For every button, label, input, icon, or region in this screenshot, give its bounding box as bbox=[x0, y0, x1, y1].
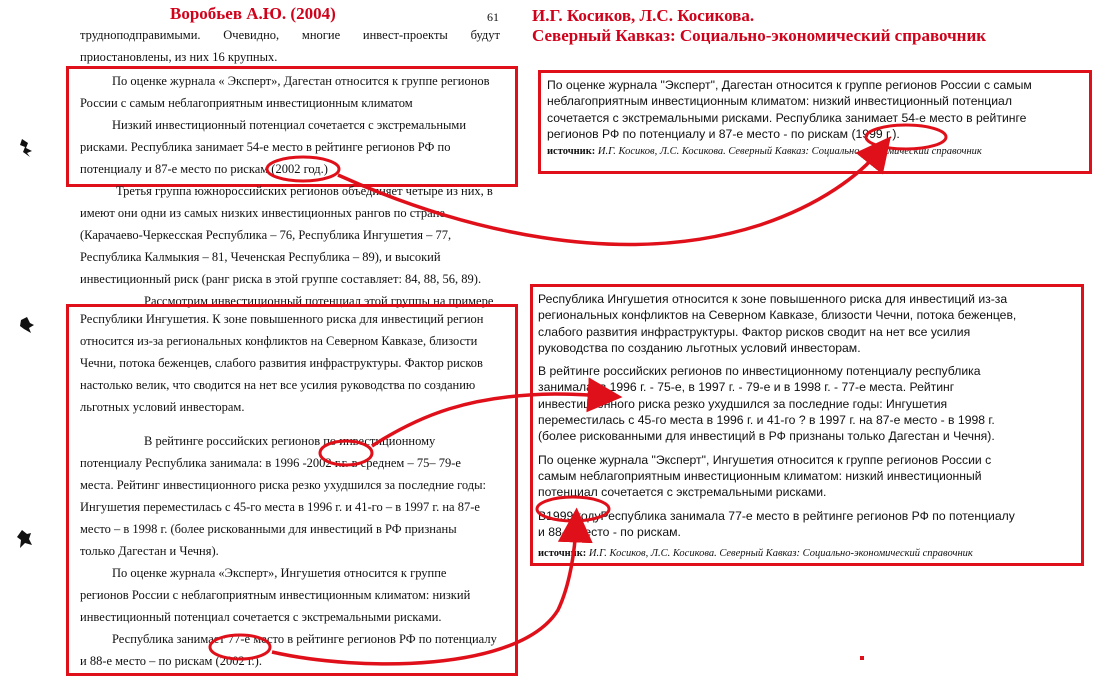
text-fragment: Республика занимала 77-е место в рейтинге регионов РФ по потенциалу bbox=[600, 508, 1015, 523]
left-intro bbox=[80, 24, 500, 68]
text-fragment: г.г. в среднем – 75– 79-е bbox=[334, 456, 461, 470]
left-box2-text bbox=[80, 308, 504, 672]
right-header-line2: Северный Кавказ: Социально-экономический справочник bbox=[532, 26, 987, 45]
text-line: Республика Калмыкия – 81, Чеченская Республика – 89), и высокий bbox=[80, 250, 441, 264]
year-range-highlight: -2002 bbox=[302, 456, 332, 470]
text-line bbox=[80, 650, 504, 672]
text-line: Рассмотрим инвестиционный потенциал этой группы на примере bbox=[144, 294, 494, 308]
left-box1-text bbox=[80, 70, 504, 180]
text-line: рисками. Республика занимает 54-е место в рейтинге регионов РФ по bbox=[80, 140, 451, 154]
text-line bbox=[538, 508, 1074, 524]
text-line: переместилась с 45-го места в 1996 г. и 41-го ? в 1997 г. на 87-е место - в 1998 г. bbox=[538, 413, 995, 428]
source-citation bbox=[547, 144, 1082, 160]
text-line: и 88-е место - по рискам. bbox=[538, 524, 681, 539]
left-header: Воробьев А.Ю. (2004) bbox=[170, 4, 336, 23]
text-line: В рейтинге российских регионов по инвестиционному bbox=[144, 434, 436, 448]
text-line: Третья группа южнороссийских регионов объединяет четыре из них, в bbox=[116, 184, 493, 198]
text-line: относится из-за региональных конфликтов на Северном Кавказе, близости bbox=[80, 334, 478, 348]
text-line: Чечни, потока беженцев, слабого развития инфраструктуры. Фактор рисков bbox=[80, 356, 483, 370]
text-line: трудноподправимыми. Очевидно, многие инвест-проекты будут bbox=[80, 28, 500, 42]
text-line: Низкий инвестиционный потенциал сочетается с экстремальными bbox=[112, 118, 467, 132]
text-line: только Дагестан и Чечня). bbox=[80, 544, 219, 558]
text-line: слабого развития инфраструктуры. Фактор рисков сводит на нет все усилия bbox=[538, 324, 971, 339]
margin-mark-icon bbox=[18, 136, 36, 158]
text-line: инвестиционный риск (ранг риска в этой группе составляет: 84, 88, 56, 89). bbox=[80, 272, 482, 286]
text-fragment: потенциалу Республика занимала: в 1996 bbox=[80, 456, 300, 470]
text-line: инвестиционный потенциал сочетается с экстремальными рисками. bbox=[80, 610, 442, 624]
text-line: региональных конфликтов на Северном Кавказе, близости Чечни, потока беженцев, bbox=[538, 308, 1017, 323]
text-line: сочетается с экстремальными рисками. Республика занимает 54-е место в рейтинге bbox=[547, 110, 1027, 125]
text-line: Ингушетия переместилась с 45-го места в 1996 г. и 41-го – в 1997 г. на 87-е bbox=[80, 500, 480, 514]
source-text: И.Г. Косиков, Л.С. Косикова. Северный Кавказ: Социально-экономический справочник bbox=[597, 146, 982, 158]
right-box1-text bbox=[547, 77, 1082, 160]
year-1999-highlight: 1999 году bbox=[546, 508, 601, 523]
text-line: Республика занимает 77-е место в рейтинге регионов РФ по потенциалу bbox=[112, 632, 497, 646]
source-label: источник: bbox=[538, 548, 587, 560]
text-fragment: регионов РФ по потенциалу и 87-е место - по рискам bbox=[547, 126, 849, 141]
text-line: неблагоприятным инвестиционным климатом: низкий инвестиционный потенциал bbox=[547, 94, 1012, 109]
source-text: И.Г. Косиков, Л.С. Косикова. Северный Кавказ: Социально-экономический справочник bbox=[588, 548, 973, 560]
source-label: источник: bbox=[547, 146, 596, 158]
right-box2-text bbox=[538, 291, 1074, 562]
text-line: По оценке журнала "Эксперт", Дагестан относится к группе регионов России с самым bbox=[547, 78, 1032, 92]
text-line bbox=[80, 158, 504, 180]
text-line: Республики Ингушетия. К зоне повышенного риска для инвестиций регион bbox=[80, 312, 484, 326]
text-line: В рейтинге российских регионов по инвестиционному потенциалу республика bbox=[538, 364, 981, 379]
text-line: (Карачаево-Черкесская Республика – 76, Республика Ингушетия – 77, bbox=[80, 228, 452, 242]
text-fragment: В bbox=[538, 508, 547, 523]
year-2002-highlight: (2002 год.) bbox=[271, 162, 328, 176]
text-line: руководства по созданию льготных условий инвесторам. bbox=[538, 340, 861, 355]
stray-dot bbox=[860, 656, 864, 660]
text-fragment: потенциалу и 87-е место по рискам bbox=[80, 162, 269, 176]
text-line: регионов России с неблагоприятным инвестиционным климатом: низкий bbox=[80, 588, 471, 602]
text-line bbox=[80, 452, 504, 474]
text-line: самым неблагоприятным инвестиционным климатом: низкий инвестиционный bbox=[538, 468, 982, 483]
text-line: имеют они одни из самых низких инвестиционных рангов по стране bbox=[80, 206, 445, 220]
text-line: По оценке журнала « Эксперт», Дагестан относится к группе регионов bbox=[112, 74, 490, 88]
margin-mark-icon bbox=[18, 315, 36, 335]
text-line: России с самым неблагоприятным инвестиционным климатом bbox=[80, 96, 413, 110]
text-line: потенциал сочетается с экстремальными рисками. bbox=[538, 485, 827, 500]
text-line: место – в 1998 г. (более рискованными для инвестиций в РФ признаны bbox=[80, 522, 457, 536]
margin-mark-icon bbox=[16, 528, 34, 550]
left-middle-text bbox=[80, 180, 504, 312]
text-line: По оценке журнала "Эксперт", Ингушетия относится к группе регионов России с bbox=[538, 452, 992, 467]
text-line: инвестиционного риска резко ухудшился за последние годы: Ингушетия bbox=[538, 396, 948, 411]
text-line: Республика Ингушетия относится к зоне повышенного риска для инвестиций из-за bbox=[538, 292, 1008, 306]
text-line: (более рискованными для инвестиций в РФ признаны только Дагестан и Чечня). bbox=[538, 429, 995, 444]
right-header-line1: И.Г. Косиков, Л.С. Косикова. bbox=[532, 6, 755, 25]
source-citation bbox=[538, 546, 1074, 562]
year-2002-highlight: (2002 г.). bbox=[215, 654, 262, 668]
text-line: настолько велик, что сводится на нет все усилия руководства по созданию bbox=[80, 378, 476, 392]
text-line: места. Рейтинг инвестиционного риска резко ухудшился за последние годы: bbox=[80, 478, 487, 492]
text-line bbox=[547, 126, 1082, 142]
text-line: По оценке журнала «Эксперт», Ингушетия относится к группе bbox=[112, 566, 447, 580]
text-line: занимала: в 1996 г. - 75-е, в 1997 г. - 79-е и в 1998 г. - 77-е места. Рейтинг bbox=[538, 380, 955, 395]
text-line: приостановлены, из них 16 крупных. bbox=[80, 50, 278, 64]
page-number: 61 bbox=[487, 10, 499, 24]
year-1999-highlight: (1999 г.). bbox=[851, 126, 900, 141]
text-line: льготных условий инвесторам. bbox=[80, 400, 245, 414]
text-fragment: и 88-е место – по рискам bbox=[80, 654, 213, 668]
